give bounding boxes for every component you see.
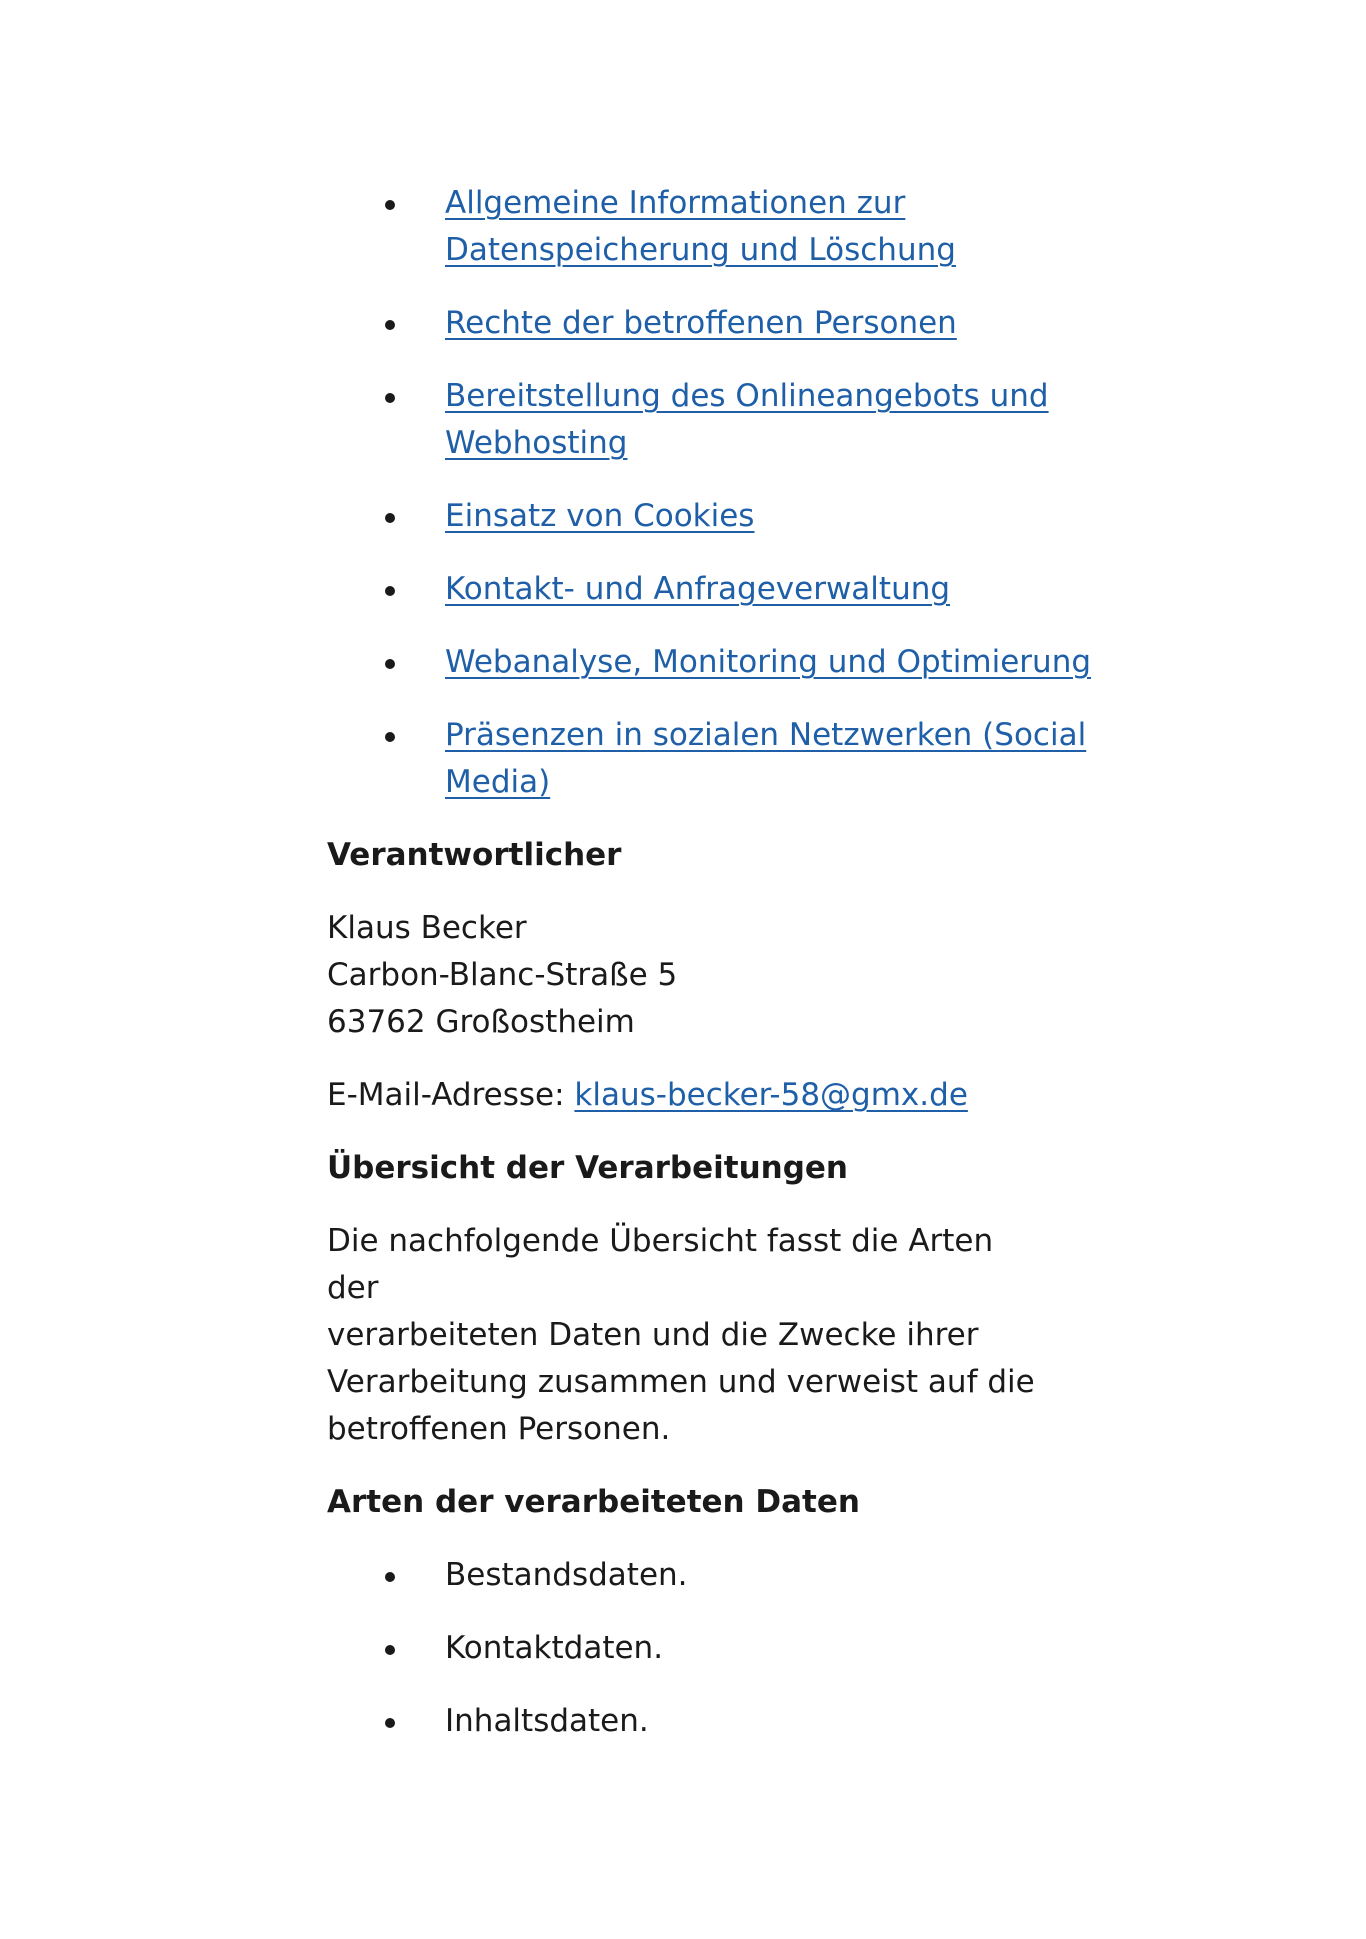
controller-address — [327, 905, 1227, 1046]
toc-item — [327, 639, 1227, 686]
overview-heading: Übersicht der Verarbeitungen — [327, 1150, 849, 1186]
toc-item — [327, 300, 1227, 347]
bullet-icon — [385, 1718, 395, 1728]
table-of-contents — [327, 180, 1227, 806]
email-line — [327, 1072, 1227, 1119]
controller-heading: Verantwortlicher — [327, 837, 622, 873]
toc-item — [327, 493, 1227, 540]
controller-street: Carbon-Blanc-Straße 5 — [327, 957, 678, 993]
data-types-heading: Arten der verarbeiteten Daten — [327, 1484, 860, 1520]
document-page — [327, 180, 1227, 1771]
bullet-icon — [385, 1572, 395, 1582]
toc-link-webanalyse[interactable]: Webanalyse, Monitoring und Optimierung — [445, 644, 1092, 680]
bullet-icon — [385, 393, 395, 403]
toc-link-rechte[interactable]: Rechte der betroffenen Personen — [445, 305, 957, 341]
controller-name: Klaus Becker — [327, 910, 527, 946]
toc-item — [327, 566, 1227, 613]
email-label: E-Mail-Adresse: — [327, 1077, 575, 1113]
list-item: Kontaktdaten. — [327, 1625, 1227, 1672]
bullet-icon — [385, 320, 395, 330]
toc-link-social-media[interactable]: Präsenzen in sozialen Netzwerken (Social Media) — [445, 717, 1087, 800]
toc-item — [327, 373, 1227, 467]
bullet-icon — [385, 200, 395, 210]
overview-paragraph: Die nachfolgende Übersicht fasst die Arten der verarbeiteten Daten und die Zwecke ihrer Verarbeitung zusammen und verweist auf die betroffenen Personen. — [327, 1223, 1035, 1447]
bullet-icon — [385, 732, 395, 742]
toc-item — [327, 180, 1227, 274]
email-link[interactable]: klaus-becker-58@gmx.de — [574, 1077, 968, 1113]
toc-link-kontakt[interactable]: Kontakt- und Anfrageverwaltung — [445, 571, 951, 607]
bullet-icon — [385, 586, 395, 596]
bullet-icon — [385, 659, 395, 669]
bullet-icon — [385, 1645, 395, 1655]
list-item: Inhaltsdaten. — [327, 1698, 1227, 1745]
list-item: Bestandsdaten. — [327, 1552, 1227, 1599]
toc-link-datenspeicherung[interactable]: Allgemeine Informationen zur Datenspeicherung und Löschung — [445, 185, 956, 268]
bullet-icon — [385, 513, 395, 523]
toc-item — [327, 712, 1227, 806]
controller-city: 63762 Großostheim — [327, 1004, 635, 1040]
toc-link-cookies[interactable]: Einsatz von Cookies — [445, 498, 755, 534]
toc-link-webhosting[interactable]: Bereitstellung des Onlineangebots und Webhosting — [445, 378, 1049, 461]
data-types-list — [327, 1552, 1227, 1745]
